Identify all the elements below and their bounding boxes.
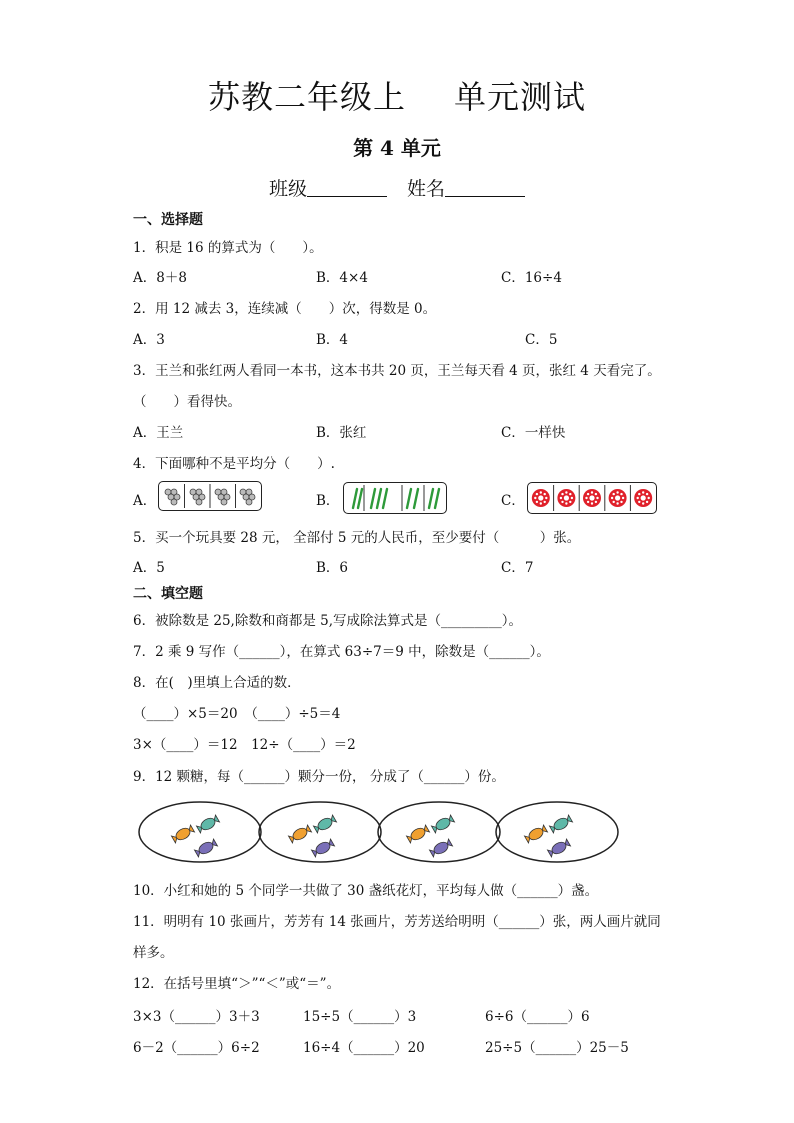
class-label: 班级 <box>268 178 307 200</box>
compare-item: 25÷5（______）25－5 <box>485 1040 629 1056</box>
q1-option-c[interactable]: C．16÷4 <box>501 270 562 286</box>
flower-icon <box>557 489 575 507</box>
q4-option-c[interactable]: C． <box>501 493 525 509</box>
grape-icon <box>190 489 205 505</box>
question-1: 1．积是 16 的算式为（ ）。 <box>133 240 323 256</box>
compare-item: 16÷4（______）20 <box>303 1040 425 1056</box>
q4-option-a[interactable]: A． <box>133 493 157 509</box>
figure-b-sticks <box>343 482 447 514</box>
q3-option-a[interactable]: A．王兰 <box>133 425 184 441</box>
class-name-line <box>0 174 794 201</box>
candy-group <box>288 814 337 858</box>
class-field[interactable] <box>307 178 387 197</box>
q5-option-a[interactable]: A．5 <box>133 560 165 576</box>
question-10: 10．小红和她的 5 个同学一共做了 30 盏纸花灯，平均每人做（______）盏。 <box>133 883 599 899</box>
q2-option-c[interactable]: C．5 <box>525 332 558 348</box>
grape-icon <box>165 489 180 505</box>
compare-item: 3×3（______）3＋3 <box>133 1009 260 1025</box>
q2-option-a[interactable]: A．3 <box>133 332 165 348</box>
page-title <box>0 72 794 118</box>
question-5: 5．买一个玩具要 28 元， 全部付 5 元的人民币，至少要付（ ）张。 <box>133 530 581 546</box>
compare-item: 6÷6（______）6 <box>485 1009 590 1025</box>
question-7: 7．2 乘 9 写作（______），在算式 63÷7＝9 中，除数是（______）。 <box>133 644 550 660</box>
q1-option-a[interactable]: A．8＋8 <box>133 270 187 286</box>
q5-option-b[interactable]: B．6 <box>316 560 349 576</box>
candy-group <box>524 814 573 858</box>
title-right: 单元测试 <box>454 78 587 116</box>
q2-option-b[interactable]: B．4 <box>316 332 349 348</box>
question-3-cont: （ ）看得快。 <box>133 394 241 410</box>
q3-option-c[interactable]: C．一样快 <box>501 425 566 441</box>
grape-icon <box>240 489 255 505</box>
question-4: 4．下面哪种不是平均分（ ）. <box>133 456 335 472</box>
grape-icon <box>215 489 230 505</box>
candy-group <box>171 814 220 858</box>
flower-icon <box>532 489 550 507</box>
flower-icon <box>583 489 601 507</box>
grapes-figure <box>159 482 261 510</box>
question-6: 6．被除数是 25,除数和商都是 5,写成除法算式是（_________）。 <box>133 613 523 629</box>
question-12: 12．在括号里填“＞”“＜”或“＝”。 <box>133 976 341 992</box>
section-choice: 一、选择题 <box>133 212 203 228</box>
figure-c-flowers <box>527 482 657 514</box>
unit-title: 第 4 单元 <box>353 136 441 160</box>
q1-option-b[interactable]: B．4×4 <box>316 270 368 286</box>
question-11-cont: 样多。 <box>133 945 174 961</box>
candy-group <box>406 814 455 858</box>
question-3: 3．王兰和张红两人看同一本书，这本书共 20 页，王兰每天看 4 页，张红 4 天看完了。 <box>133 363 661 379</box>
title-left: 苏教二年级上 <box>207 78 406 116</box>
question-8: 8．在( )里填上合适的数． <box>133 675 301 691</box>
question-8-line-2: 3×（____）＝12 12÷（____）＝2 <box>133 737 356 753</box>
compare-item: 6－2（______）6÷2 <box>133 1040 260 1056</box>
name-field[interactable] <box>445 178 525 197</box>
figure-a-grapes <box>158 481 262 511</box>
section-fill: 二、填空题 <box>133 586 203 602</box>
question-2: 2．用 12 减去 3，连续减（ ）次，得数是 0。 <box>133 301 437 317</box>
question-11: 11．明明有 10 张画片，芳芳有 14 张画片，芳芳送给明明（______）张，两人画片就同 <box>133 914 661 930</box>
compare-item: 15÷5（______）3 <box>303 1009 417 1025</box>
flower-icon <box>634 489 652 507</box>
flowers-figure <box>528 483 656 513</box>
q4-option-b[interactable]: B． <box>316 493 340 509</box>
question-9: 9．12 颗糖，每（______）颗分一份， 分成了（______）份。 <box>133 769 505 785</box>
candy-groups-figure <box>138 800 660 864</box>
q3-option-b[interactable]: B．张红 <box>316 425 367 441</box>
q5-option-c[interactable]: C．7 <box>501 560 534 576</box>
question-8-line-1: （____）×5＝20 （____）÷5＝4 <box>133 706 341 722</box>
name-label: 姓名 <box>407 178 446 200</box>
flower-icon <box>609 489 627 507</box>
sticks-figure <box>344 483 446 513</box>
